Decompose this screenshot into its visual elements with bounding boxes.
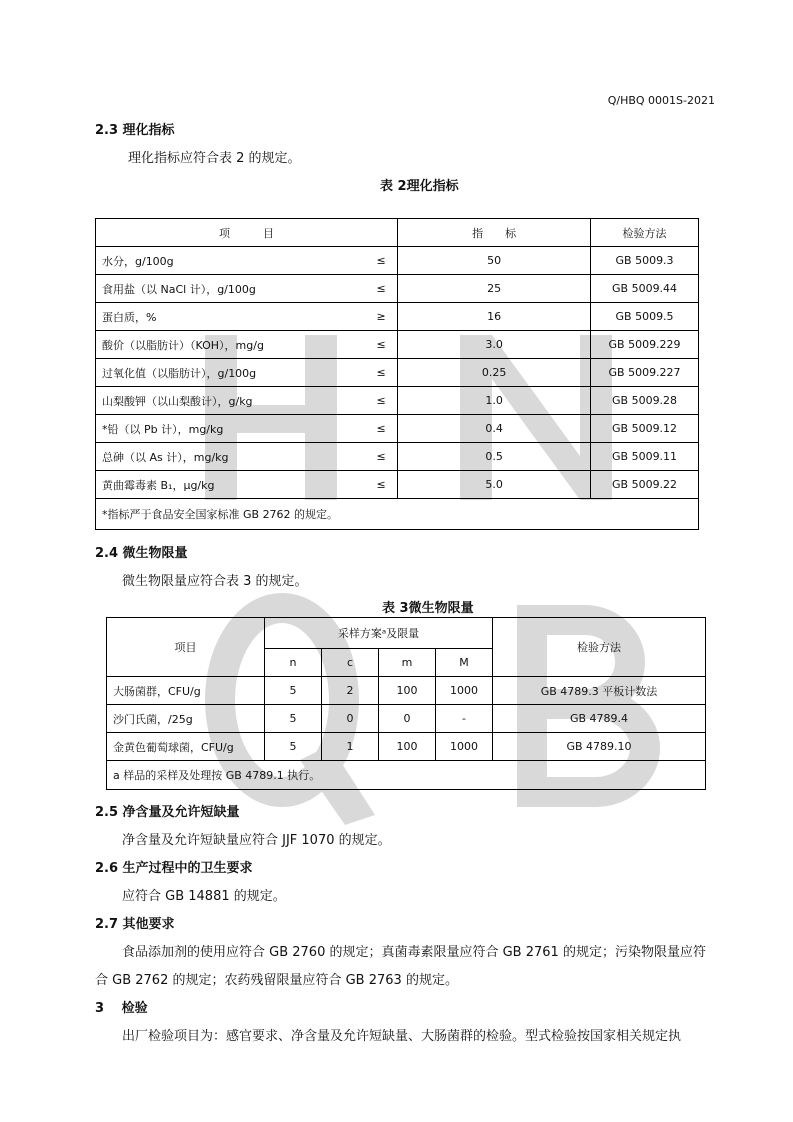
section-2-5-text: 净含量及允许短缺量应符合 JJF 1070 的规定。 <box>122 833 391 848</box>
table-cell: GB 5009.3 <box>591 247 699 275</box>
table-cell: 3.0 <box>398 331 591 359</box>
table-cell: 水分，g/100g <box>96 247 366 275</box>
table-cell: 蛋白质，% <box>96 303 366 331</box>
table-cell: ≤ <box>365 471 398 499</box>
table-cell: ≤ <box>365 443 398 471</box>
table-cell: 1.0 <box>398 387 591 415</box>
table-row <box>107 705 706 733</box>
table-cell: GB 5009.229 <box>591 331 699 359</box>
table-row <box>107 677 706 705</box>
section-3-text: 出厂检验项目为：感官要求、净含量及允许短缺量、大肠菌群的检验。型式检验按国家相关规定执 <box>122 1029 682 1044</box>
sub-m: m <box>379 649 436 677</box>
table-cell: GB 4789.4 <box>493 705 706 733</box>
header-item: 项目 <box>107 618 265 677</box>
table-row <box>96 331 699 359</box>
section-3-title: 3 检验 <box>95 1001 148 1016</box>
table-cell: ≤ <box>365 247 398 275</box>
table-2-caption: 表 2理化指标 <box>380 179 459 194</box>
table-cell: GB 4789.10 <box>493 733 706 761</box>
table-3-note: a 样品的采样及处理按 GB 4789.1 执行。 <box>107 761 706 790</box>
table-cell: GB 5009.227 <box>591 359 699 387</box>
table-cell: 25 <box>398 275 591 303</box>
table-row <box>96 247 699 275</box>
table-cell: GB 5009.44 <box>591 275 699 303</box>
table-cell: 0.5 <box>398 443 591 471</box>
table-row <box>96 443 699 471</box>
section-2-6-title: 2.6 生产过程中的卫生要求 <box>95 861 253 876</box>
sub-c: c <box>322 649 379 677</box>
table-cell: 0.4 <box>398 415 591 443</box>
table-cell: GB 5009.11 <box>591 443 699 471</box>
section-2-4-text: 微生物限量应符合表 3 的规定。 <box>122 574 308 589</box>
table-cell: ≥ <box>365 303 398 331</box>
section-2-7-text-line2: 合 GB 2762 的规定；农药残留限量应符合 GB 2763 的规定。 <box>95 973 458 988</box>
table-row <box>96 303 699 331</box>
table-cell: 5.0 <box>398 471 591 499</box>
header-method: 检验方法 <box>493 618 706 677</box>
table-cell: 总砷（以 As 计），mg/kg <box>96 443 366 471</box>
table-cell: 黄曲霉毒素 B₁，μg/kg <box>96 471 366 499</box>
section-2-3-title: 2.3 理化指标 <box>95 123 175 138</box>
table-cell: *铅（以 Pb 计），mg/kg <box>96 415 366 443</box>
table-cell: 沙门氏菌，/25g <box>107 705 265 733</box>
table-cell: 5 <box>265 705 322 733</box>
table-cell: 16 <box>398 303 591 331</box>
table-cell: 食用盐（以 NaCl 计），g/100g <box>96 275 366 303</box>
table-cell: 100 <box>379 677 436 705</box>
header-item: 项 目 <box>96 219 398 247</box>
header-method: 检验方法 <box>591 219 699 247</box>
table-cell: ≤ <box>365 387 398 415</box>
table-cell: 1 <box>322 733 379 761</box>
section-2-7-title: 2.7 其他要求 <box>95 917 175 932</box>
table-row <box>96 415 699 443</box>
table-cell: GB 5009.12 <box>591 415 699 443</box>
table-cell: 过氧化值（以脂肪计），g/100g <box>96 359 366 387</box>
section-2-5-title: 2.5 净含量及允许短缺量 <box>95 805 240 820</box>
table-cell: 0 <box>322 705 379 733</box>
table-cell: GB 5009.5 <box>591 303 699 331</box>
table-cell: 100 <box>379 733 436 761</box>
table-row <box>96 359 699 387</box>
table-cell: 金黄色葡萄球菌，CFU/g <box>107 733 265 761</box>
table-cell: 山梨酸钾（以山梨酸计），g/kg <box>96 387 366 415</box>
section-2-3-text: 理化指标应符合表 2 的规定。 <box>128 151 301 166</box>
section-2-4-title: 2.4 微生物限量 <box>95 546 188 561</box>
table-cell: 2 <box>322 677 379 705</box>
table-cell: - <box>436 705 493 733</box>
table-cell: ≤ <box>365 275 398 303</box>
table-cell: ≤ <box>365 331 398 359</box>
section-2-7-text-line1: 食品添加剂的使用应符合 GB 2760 的规定；真菌毒素限量应符合 GB 2761 的规定；污染物限量应符 <box>122 945 706 960</box>
table-cell: 酸价（以脂肪计）（KOH），mg/g <box>96 331 366 359</box>
table-cell: 5 <box>265 733 322 761</box>
table-cell: 0 <box>379 705 436 733</box>
table-row <box>96 471 699 499</box>
table-cell: 大肠菌群，CFU/g <box>107 677 265 705</box>
table-row <box>96 387 699 415</box>
sub-M: M <box>436 649 493 677</box>
sub-n: n <box>265 649 322 677</box>
section-2-6-text: 应符合 GB 14881 的规定。 <box>122 889 286 904</box>
table-cell: 5 <box>265 677 322 705</box>
table-cell: 0.25 <box>398 359 591 387</box>
table-row <box>96 275 699 303</box>
table-cell: GB 5009.22 <box>591 471 699 499</box>
table-3-caption: 表 3微生物限量 <box>382 601 474 616</box>
table-3 <box>106 617 706 790</box>
doc-code: Q/HBQ 0001S-2021 <box>607 94 715 107</box>
table-cell: GB 4789.3 平板计数法 <box>493 677 706 705</box>
table-cell: ≤ <box>365 359 398 387</box>
table-cell: 1000 <box>436 733 493 761</box>
table-cell: 1000 <box>436 677 493 705</box>
table-2 <box>95 218 699 530</box>
header-value: 指 标 <box>398 219 591 247</box>
table-cell: ≤ <box>365 415 398 443</box>
table-cell: GB 5009.28 <box>591 387 699 415</box>
table-cell: 50 <box>398 247 591 275</box>
table-row <box>107 733 706 761</box>
header-plan: 采样方案ᵃ及限量 <box>265 618 493 649</box>
table-2-note: *指标严于食品安全国家标准 GB 2762 的规定。 <box>96 499 699 530</box>
